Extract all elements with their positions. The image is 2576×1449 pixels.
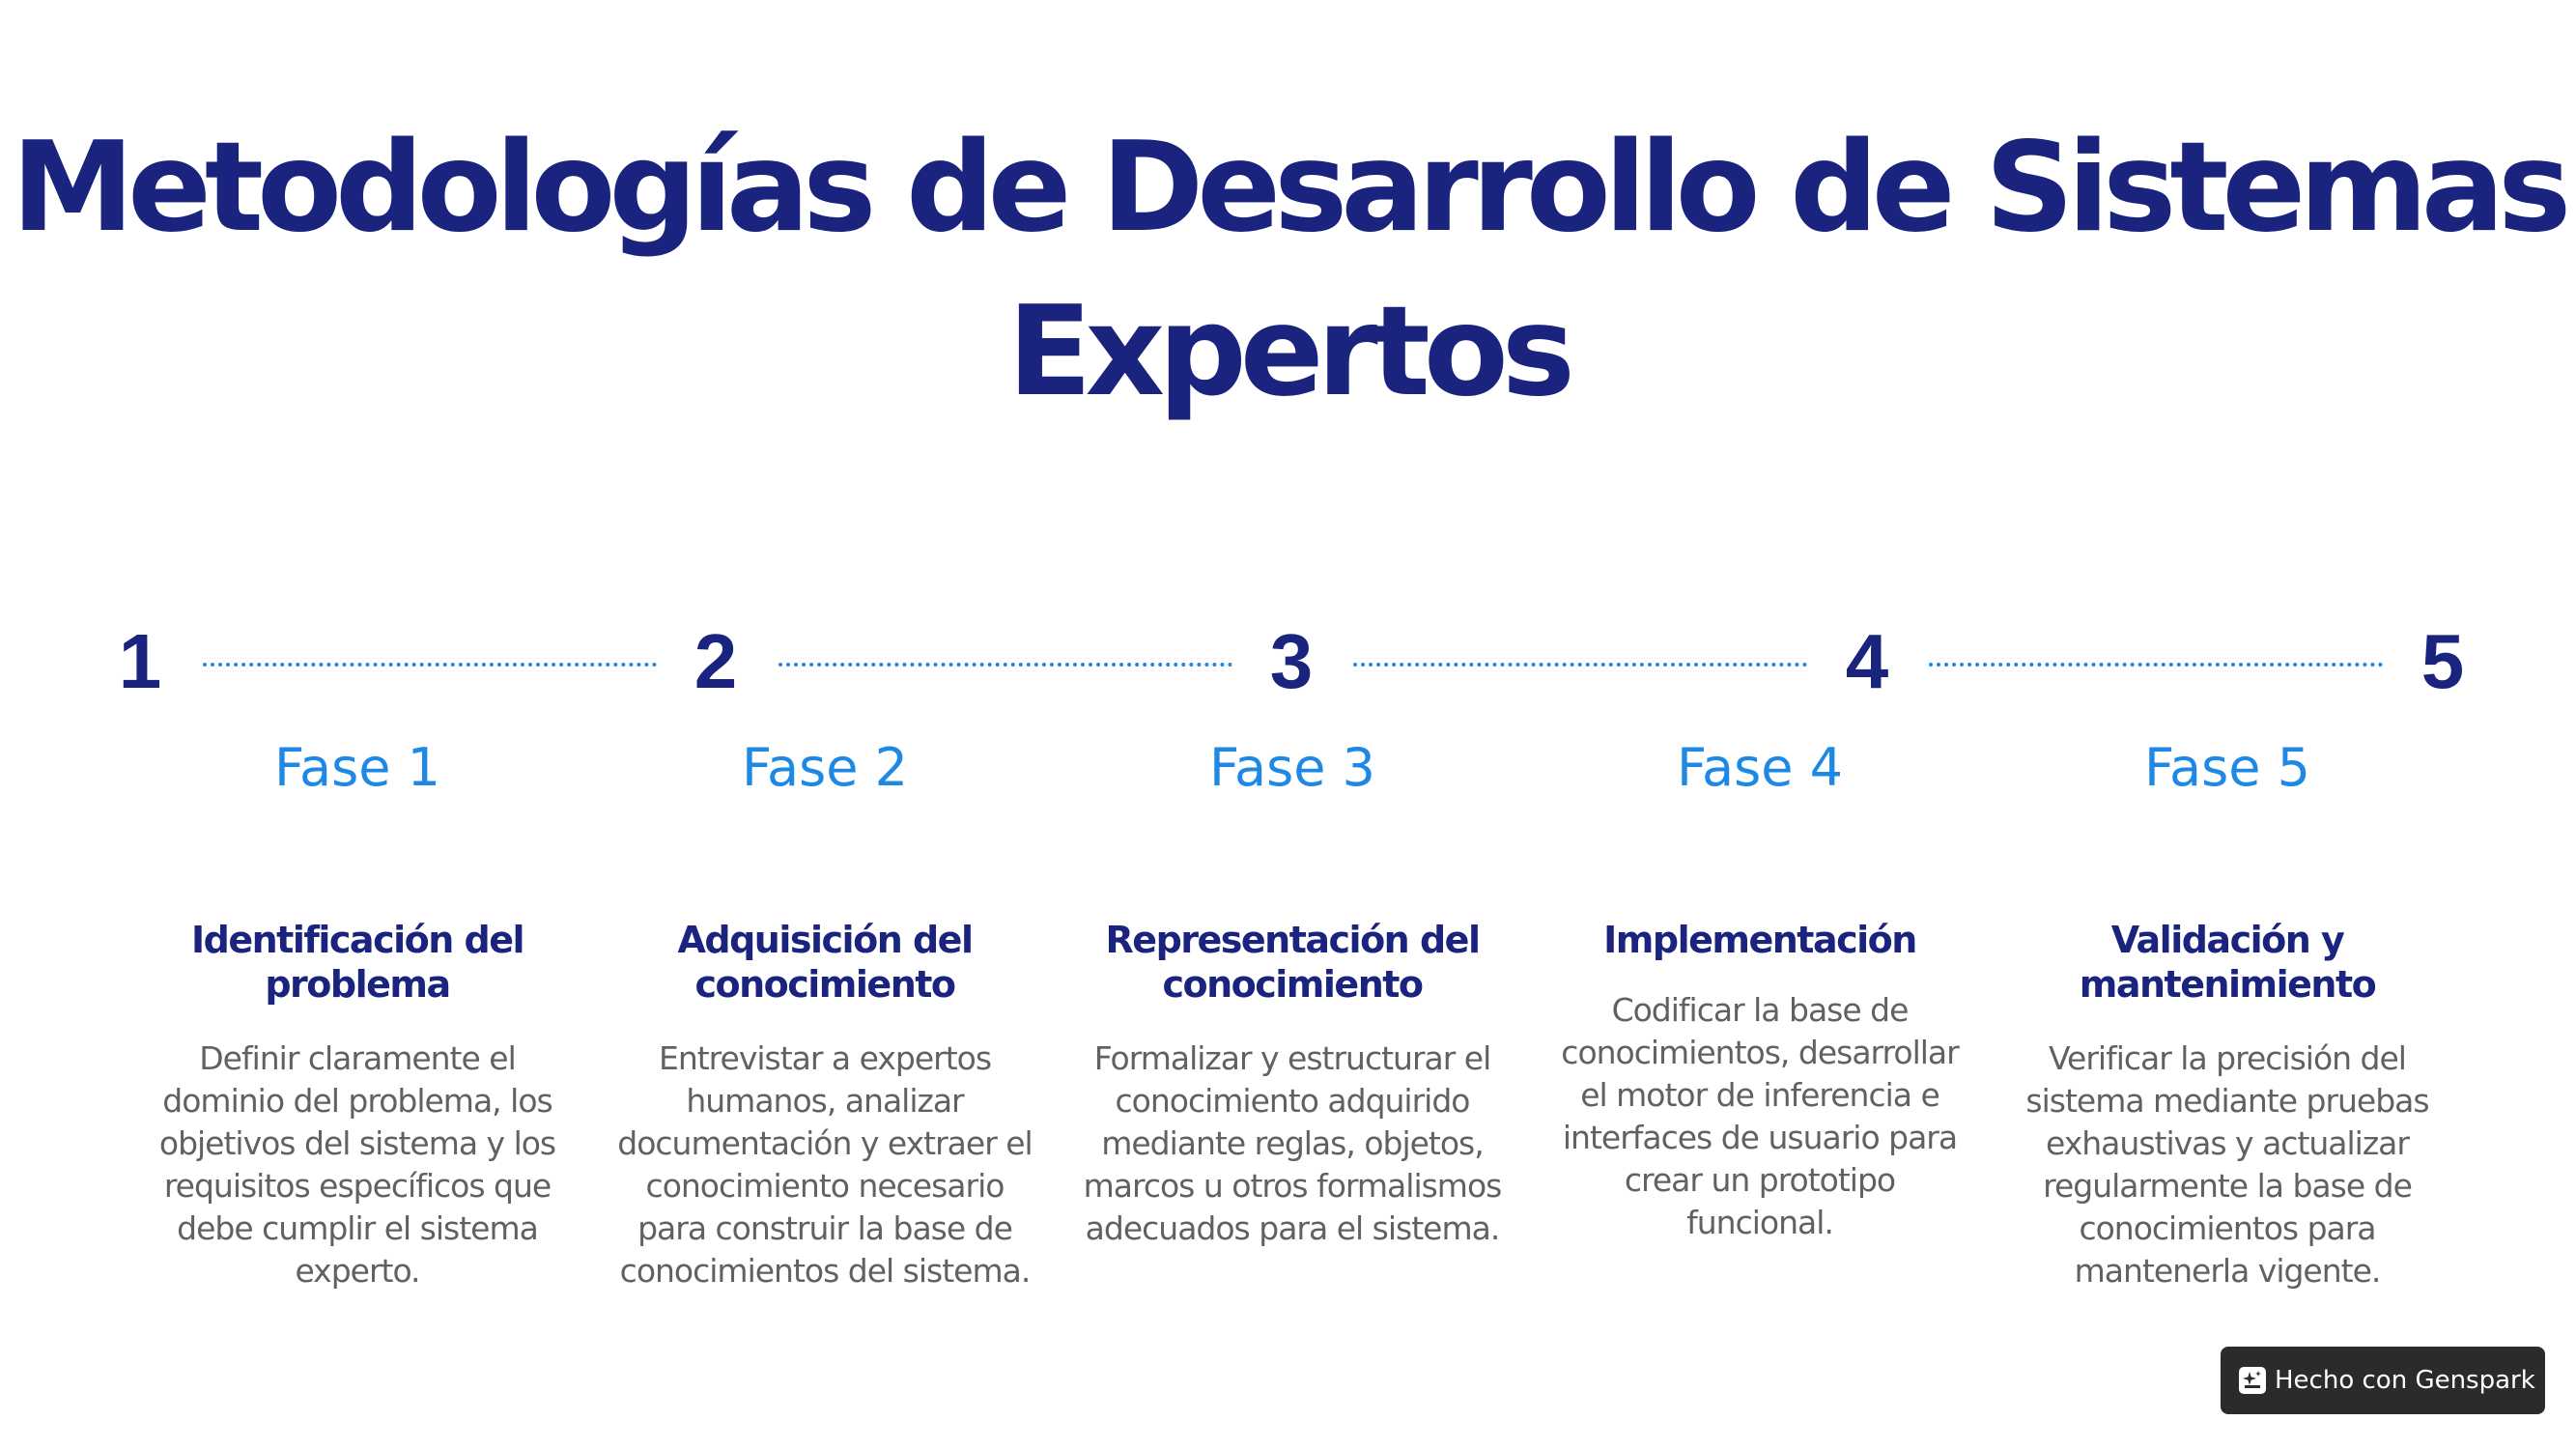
phase-label: Fase 4 — [1676, 737, 1844, 798]
timeline-connector-4-5 — [1929, 663, 2383, 667]
phase-name: Validación y mantenimiento — [2079, 919, 2376, 1006]
phase-label: Fase 2 — [741, 737, 909, 798]
phase-card-5 — [2015, 734, 2440, 1293]
phase-description: Formalizar y estructurar el conocimiento adquirido mediante reglas, objetos, marcos u otros formalismos adecuados para el sistema. — [1083, 1039, 1502, 1247]
phase-description: Definir claramente el dominio del problema, los objetivos del sistema y los requisitos específicos que debe cumplir el sistema experto. — [158, 1039, 556, 1290]
step-number-4: 4 — [1845, 618, 1889, 704]
phase-description: Verificar la precisión del sistema mediante pruebas exhaustivas y actualizar regularmente la base de conocimientos para mantenerla vigente. — [2025, 1039, 2429, 1290]
phase-name: Identificación del problema — [190, 919, 524, 1006]
badge-label: Hecho con Genspark — [2275, 1366, 2535, 1395]
step-number-5: 5 — [2420, 618, 2465, 704]
phase-card-2 — [612, 734, 1037, 1293]
timeline-connector-1-2 — [203, 663, 657, 667]
phase-label: Fase 3 — [1208, 737, 1376, 798]
phase-label: Fase 1 — [273, 737, 441, 798]
step-number-2: 2 — [694, 618, 738, 704]
phase-description: Entrevistar a expertos humanos, analizar documentación y extraer el conocimiento necesario para construir la base de conocimientos del sistema. — [617, 1039, 1033, 1290]
phase-name: Implementación — [1603, 919, 1916, 961]
phase-name: Adquisición del conocimiento — [677, 919, 973, 1006]
phase-description: Codificar la base de conocimientos, desarrollar el motor de inferencia e interfaces de usuario para crear un prototipo funcional. — [1561, 991, 1959, 1241]
phase-card-4 — [1547, 734, 1972, 1244]
phase-label: Fase 5 — [2143, 737, 2311, 798]
step-number-3: 3 — [1269, 618, 1314, 704]
step-number-1: 1 — [118, 618, 162, 704]
page-title: Metodologías de Desarrollo de Sistemas Expertos — [11, 116, 2565, 424]
phase-name: Representación del conocimiento — [1105, 919, 1480, 1006]
genspark-logo-icon — [2238, 1366, 2267, 1395]
timeline-connector-3-4 — [1353, 663, 1807, 667]
made-with-genspark-badge[interactable] — [2221, 1347, 2545, 1414]
phase-card-3 — [1080, 734, 1505, 1250]
timeline-connector-2-3 — [778, 663, 1232, 667]
phase-card-1 — [145, 734, 570, 1293]
